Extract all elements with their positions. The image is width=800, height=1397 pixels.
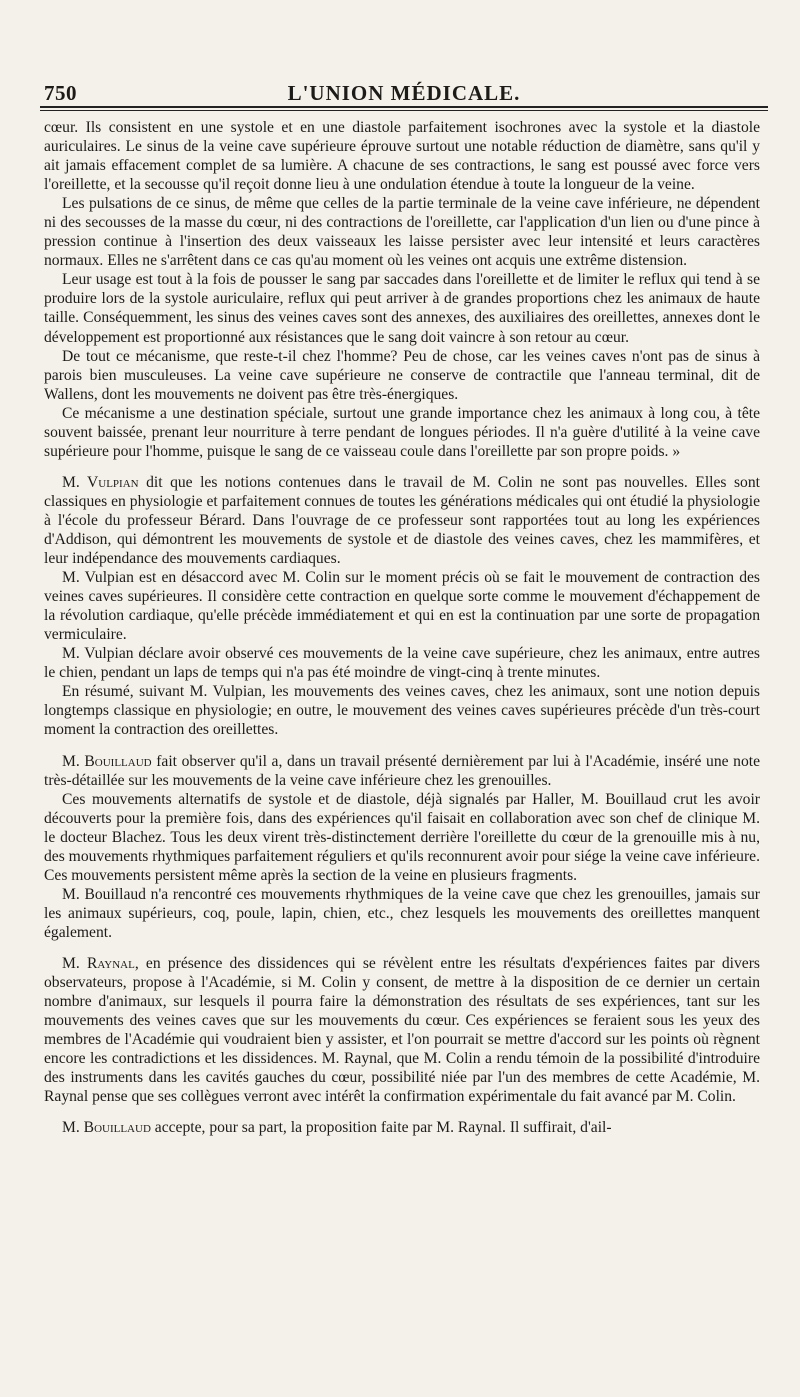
paragraph: Les pulsations de ce sinus, de même que celles de la partie terminale de la veine cave inférieure, ne dépendent ni des secousses de la masse du cœur, ni des contractions de l'oreillette, car l'application d'un lien ou d'une pince à pression continue à l'insertion des deux vaisseaux les laisse persister avec leur intensité et leurs caractères normaux. Elles ne s'arrêtent dans ce cas qu'au moment où les veines ont acquis une extrême distension.	[44, 195, 760, 270]
header-rule-thin	[40, 110, 768, 111]
journal-title: L'UNION MÉDICALE.	[287, 81, 521, 105]
paragraph: M. Bouillaud n'a rencontré ces mouvements rhythmiques de la veine cave que chez les grenouilles, jamais sur les animaux supérieurs, coq, poule, lapin, chien, etc., chez lesquels les mouvements des oreillettes manquent également.	[44, 885, 760, 941]
paragraph: Ces mouvements alternatifs de systole et de diastole, déjà signalés par Haller, M. Bouillaud crut les avoir découverts pour la première fois, dans des expériences qu'il faisait en collaboration avec son chef de clinique M. le docteur Blachez. Tous les deux virent très-distinctement derrière l'oreillette du cœur de la grenouille mis à nu, des mouvements rhythmiques parfaitement réguliers et qu'ils reconnurent avoir pour siége la veine cave inférieure. Ces mouvements persistent même après la section de la veine en plusieurs fragments.	[44, 790, 760, 884]
paragraph: Leur usage est tout à la fois de pousser le sang par saccades dans l'oreillette et de limiter le reflux qui tend à se produire lors de la systole auriculaire, reflux qui peut arriver à de grandes proportions chez les animaux de haute taille. Conséquemment, les sinus des veines caves sont des annexes, des auxiliaires des oreillettes, annexes dont le développement est proportionné aux résistances que le sang doit vaincre à son retour au cœur.	[44, 271, 760, 346]
header-rule	[40, 106, 768, 108]
speaker-name: M. Bouillaud	[62, 752, 152, 770]
paragraph: M. Bouillaud accepte, pour sa part, la proposition faite par M. Raynal. Il suffirait, d'ail-	[62, 1119, 612, 1137]
paragraph: M. Vulpian est en désaccord avec M. Colin sur le moment précis où se fait le mouvement de contraction des veines caves supérieures. Il considère cette contraction en quelque sorte comme le mouvement d'échappement de la révolution cardiaque, qu'elle précède immédiatement et qui en est la continuation par une sorte de propagation vermiculaire.	[44, 569, 760, 644]
paragraph: M. Vulpian déclare avoir observé ces mouvements de la veine cave supérieure, chez les animaux, entre autres le chien, pendant un laps de temps qui n'a pas été moindre de vingt-cinq à trente minutes.	[44, 645, 760, 682]
page-number: 750	[44, 81, 77, 105]
paragraph: En résumé, suivant M. Vulpian, les mouvements des veines caves, chez les animaux, sont une notion depuis longtemps classique en physiologie; en outre, le mouvement des veines caves supérieures précède d'un très-court moment la contraction des oreillettes.	[44, 683, 760, 739]
paragraph: De tout ce mécanisme, que reste-t-il chez l'homme? Peu de chose, car les veines caves n'ont pas de sinus à parois bien musculeuses. La veine cave supérieure ne conserve de contractile que l'anneau terminal, dit de Wallens, dont les mouvements ne doivent pas être très-énergiques.	[44, 347, 760, 403]
article-body	[44, 118, 760, 1137]
paragraph: Ce mécanisme a une destination spéciale, surtout une grande importance chez les animaux à long cou, à tête souvent baissée, prenant leur nourriture à terre pendant de longues périodes. Il n'a guère d'utilité à la veine cave supérieure pour l'homme, puisque le sang de ce vaisseau coule dans l'oreillette par son propre poids. »	[44, 404, 760, 460]
speaker-name: M. Bouillaud	[62, 1119, 151, 1137]
paragraph: cœur. Ils consistent en une systole et en une diastole parfaitement isochrones avec la systole et la diastole auriculaires. Le sinus de la veine cave supérieure éprouve surtout une notable réduction de diamètre, sans qu'il y ait jamais effacement complet de sa lumière. A chacune de ses contractions, le sang est poussé avec force vers l'oreillette, et la secousse qu'il reçoit donne lieu à une ondulation étendue à toute la longueur de la veine.	[44, 119, 760, 194]
paragraph: M. Bouillaud fait observer qu'il a, dans un travail présenté dernièrement par lui à l'Académie, inséré une note très-détaillée sur les mouvements de la veine cave inférieure chez les grenouilles.	[44, 752, 760, 789]
page-header	[44, 70, 764, 106]
speaker-name: M. Vulpian	[62, 473, 139, 491]
paragraph: M. Raynal, en présence des dissidences qui se révèlent entre les résultats d'expériences faites par divers observateurs, propose à l'Académie, si M. Colin y consent, de mettre à la disposition de ce dernier un certain nombre d'animaux, sur lesquels il pourra faire la démonstration des résultats de ses expériences, tant sur les mouvements des veines caves que sur les mouvements du cœur. Ces expériences se feraient sous les yeux des membres de l'Académie qui voudraient bien y assister, et l'on pourrait se mettre d'accord sur les points où règnent encore les contradictions et les dissidences. M. Raynal, que M. Colin a rendu témoin de la possibilité d'introduire des instruments dans les cavités gauches du cœur, possibilité niée par l'un des membres de cette Académie, M. Raynal pense que ses collègues verront avec intérêt la confirmation expérimentale du fait avancé par M. Colin.	[44, 954, 760, 1106]
speaker-name: M. Raynal	[62, 954, 135, 972]
paragraph: M. Vulpian dit que les notions contenues dans le travail de M. Colin ne sont pas nouvelles. Elles sont classiques en physiologie et parfaitement connues de toutes les générations médicales qui ont étudié la physiologie à l'école du professeur Bérard. Dans l'ouvrage de ce professeur sont rapportées tout au long les expériences d'Addison, qui démontrent les mouvements de systole et de diastole des veines caves, chez les mammifères, et leur indépendance des mouvements cardiaques.	[44, 473, 760, 568]
